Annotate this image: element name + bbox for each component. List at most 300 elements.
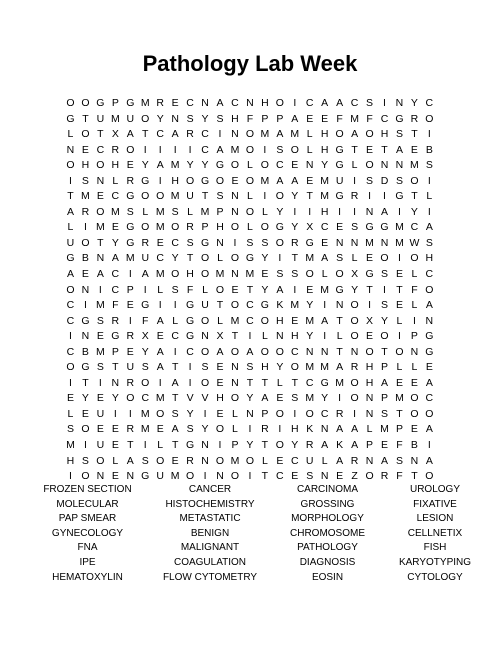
grid-letter: N: [365, 205, 374, 218]
grid-letter: O: [171, 268, 180, 281]
grid-letter: O: [365, 345, 374, 358]
grid-letter: G: [81, 361, 90, 374]
grid-letter: F: [112, 299, 119, 312]
grid-letter: U: [96, 439, 105, 452]
grid-letter: E: [321, 112, 329, 125]
grid-letter: Y: [201, 112, 209, 125]
grid-letter: O: [410, 252, 419, 265]
grid-letter: I: [233, 236, 237, 249]
grid-letter: B: [81, 345, 89, 358]
grid-letter: N: [350, 236, 359, 249]
grid-letter: F: [411, 283, 418, 296]
grid-letter: T: [336, 345, 343, 358]
grid-letter: O: [230, 159, 240, 172]
grid-letter: L: [276, 376, 283, 389]
grid-letter: C: [246, 299, 254, 312]
grid-letter: P: [276, 112, 284, 125]
grid-letter: N: [246, 97, 254, 109]
grid-letter: E: [96, 423, 104, 436]
grid-letter: G: [186, 299, 195, 312]
grid-letter: I: [128, 314, 132, 327]
grid-row: [63, 422, 437, 438]
grid-letter: E: [126, 299, 134, 312]
grid-letter: S: [425, 159, 433, 172]
grid-letter: A: [276, 128, 284, 141]
grid-row: [63, 143, 437, 159]
grid-letter: S: [380, 407, 388, 420]
grid-letter: G: [200, 236, 210, 249]
grid-letter: G: [245, 252, 254, 265]
grid-letter: L: [246, 221, 253, 234]
grid-letter: N: [246, 407, 254, 420]
grid-letter: G: [66, 112, 75, 125]
grid-letter: Y: [201, 159, 209, 172]
grid-letter: H: [320, 205, 329, 218]
grid-letter: L: [157, 283, 164, 296]
grid-letter: I: [397, 330, 401, 343]
grid-letter: A: [96, 268, 104, 281]
grid-letter: S: [96, 314, 104, 327]
grid-letter: C: [186, 97, 194, 109]
grid-letter: T: [261, 439, 269, 452]
grid-letter: G: [335, 283, 344, 296]
grid-letter: E: [291, 314, 299, 327]
grid-letter: M: [410, 159, 419, 172]
grid-letter: S: [380, 268, 388, 281]
grid-letter: P: [231, 439, 239, 452]
grid-letter: L: [202, 283, 208, 296]
grid-letter: O: [230, 252, 240, 265]
grid-letter: L: [411, 361, 418, 374]
grid-letter: H: [290, 330, 299, 343]
grid-letter: L: [321, 454, 328, 467]
grid-letter: S: [306, 470, 314, 483]
grid-letter: O: [350, 330, 359, 343]
grid-letter: T: [142, 128, 149, 141]
grid-letter: I: [338, 392, 342, 405]
word-list-item: FIXATIVE: [413, 498, 457, 510]
grid-letter: T: [112, 361, 119, 374]
grid-letter: O: [380, 252, 389, 265]
grid-letter: I: [323, 299, 327, 312]
grid-letter: I: [308, 205, 312, 218]
grid-letter: G: [141, 299, 150, 312]
grid-letter: E: [395, 299, 403, 312]
grid-letter: S: [366, 97, 374, 109]
grid-letter: U: [156, 470, 164, 483]
grid-letter: X: [306, 221, 314, 234]
grid-letter: N: [365, 392, 374, 405]
grid-letter: L: [142, 205, 149, 218]
grid-letter: G: [215, 159, 225, 172]
grid-letter: O: [425, 407, 434, 420]
grid-letter: I: [158, 143, 162, 156]
word-list-item: METASTATIC: [179, 513, 241, 525]
grid-letter: Y: [306, 299, 314, 312]
grid-letter: O: [275, 190, 284, 203]
grid-letter: V: [201, 392, 209, 405]
grid-letter: F: [142, 314, 149, 327]
grid-letter: S: [261, 236, 269, 249]
grid-letter: A: [336, 361, 344, 374]
grid-letter: C: [186, 345, 194, 358]
grid-letter: G: [425, 330, 434, 343]
grid-letter: N: [305, 159, 314, 172]
grid-letter: A: [321, 252, 329, 265]
grid-letter: A: [425, 423, 433, 436]
grid-letter: G: [380, 221, 389, 234]
grid-letter: T: [396, 407, 403, 420]
grid-letter: F: [336, 112, 343, 125]
grid-letter: M: [66, 439, 75, 452]
grid-letter: B: [81, 252, 89, 265]
grid-letter: N: [231, 361, 239, 374]
grid-row: [63, 283, 437, 299]
grid-letter: Y: [81, 392, 89, 405]
grid-letter: O: [380, 330, 389, 343]
grid-letter: E: [380, 439, 388, 452]
grid-letter: L: [246, 190, 253, 203]
grid-letter: I: [143, 143, 147, 156]
grid-letter: L: [426, 190, 433, 203]
word-list-item: HEMATOXYLIN: [52, 571, 123, 583]
word-list-item: CANCER: [188, 484, 232, 495]
grid-letter: C: [111, 190, 120, 203]
grid-letter: S: [336, 252, 344, 265]
grid-letter: O: [410, 174, 419, 187]
grid-letter: M: [305, 252, 315, 265]
grid-letter: I: [278, 423, 282, 436]
grid-letter: N: [231, 190, 239, 203]
grid-letter: P: [380, 392, 388, 405]
grid-letter: O: [410, 407, 419, 420]
grid-letter: Y: [321, 392, 329, 405]
grid-letter: Y: [201, 423, 209, 436]
grid-letter: M: [200, 205, 210, 218]
word-list-item: HISTOCHEMISTRY: [165, 498, 255, 510]
grid-letter: O: [275, 407, 284, 420]
grid-letter: A: [276, 283, 284, 296]
grid-letter: O: [260, 159, 269, 172]
grid-letter: I: [98, 376, 102, 389]
grid-letter: O: [126, 143, 135, 156]
grid-letter: O: [335, 268, 344, 281]
grid-letter: A: [66, 205, 74, 218]
grid-letter: E: [395, 268, 403, 281]
grid-letter: R: [141, 236, 150, 249]
grid-letter: I: [113, 407, 117, 420]
word-list-item: KARYOTYPING: [398, 556, 472, 568]
grid-letter: O: [275, 439, 284, 452]
grid-letter: G: [260, 299, 269, 312]
grid-letter: R: [111, 314, 120, 327]
grid-letter: R: [126, 174, 135, 187]
grid-letter: A: [351, 423, 359, 436]
grid-letter: L: [336, 330, 343, 343]
grid-letter: N: [231, 128, 239, 141]
grid-row: [63, 189, 437, 205]
grid-letter: G: [186, 314, 195, 327]
word-list-item: CHROMOSOME: [290, 527, 365, 539]
grid-letter: T: [186, 252, 194, 265]
grid-letter: C: [66, 345, 75, 358]
grid-letter: T: [381, 345, 388, 358]
grid-letter: I: [128, 268, 132, 281]
grid-letter: I: [188, 143, 192, 156]
grid-letter: U: [126, 361, 135, 374]
grid-letter: Y: [261, 283, 269, 296]
grid-letter: C: [320, 407, 329, 420]
grid-letter: A: [66, 268, 74, 281]
grid-letter: O: [275, 345, 284, 358]
grid-letter: I: [69, 330, 72, 343]
grid-letter: O: [245, 143, 254, 156]
grid-letter: I: [143, 439, 147, 452]
grid-letter: M: [110, 112, 120, 125]
grid-letter: T: [97, 128, 104, 141]
grid-letter: O: [365, 470, 374, 483]
grid-letter: G: [335, 159, 344, 172]
grid-letter: M: [395, 236, 404, 249]
grid-letter: G: [126, 236, 135, 249]
grid-letter: S: [186, 423, 194, 436]
grid-letter: K: [276, 299, 284, 312]
grid-letter: S: [291, 268, 299, 281]
grid-letter: Y: [351, 283, 359, 296]
grid-letter: G: [320, 376, 329, 389]
grid-letter: Y: [306, 330, 314, 343]
grid-letter: C: [111, 268, 120, 281]
word-list-item: COAGULATION: [173, 556, 247, 568]
grid-letter: G: [395, 190, 404, 203]
grid-row: [63, 174, 437, 190]
grid-letter: G: [111, 330, 120, 343]
grid-letter: I: [412, 314, 416, 327]
grid-letter: G: [395, 112, 404, 125]
grid-letter: I: [353, 407, 357, 420]
grid-letter: R: [380, 470, 389, 483]
grid-letter: L: [157, 439, 164, 452]
grid-letter: T: [171, 392, 179, 405]
grid-letter: M: [260, 174, 270, 187]
grid-letter: A: [111, 252, 119, 265]
grid-letter: C: [290, 345, 299, 358]
grid-letter: S: [81, 454, 89, 467]
grid-letter: A: [216, 345, 224, 358]
grid-letter: M: [305, 314, 315, 327]
grid-letter: T: [231, 330, 239, 343]
grid-letter: A: [276, 174, 284, 187]
grid-letter: A: [291, 174, 299, 187]
grid-letter: O: [215, 283, 225, 296]
grid-letter: O: [200, 268, 210, 281]
grid-letter: A: [216, 97, 224, 109]
grid-letter: O: [335, 128, 344, 141]
grid-letter: M: [395, 392, 404, 405]
grid-letter: I: [263, 190, 267, 203]
grid-letter: G: [275, 221, 284, 234]
grid-letter: O: [425, 283, 434, 296]
grid-letter: I: [158, 376, 162, 389]
grid-letter: I: [248, 470, 252, 483]
grid-letter: L: [306, 143, 313, 156]
grid-letter: S: [96, 361, 104, 374]
grid-letter: Y: [141, 159, 149, 172]
grid-letter: E: [366, 252, 374, 265]
grid-letter: G: [425, 345, 434, 358]
grid-letter: C: [320, 221, 329, 234]
grid-letter: A: [126, 454, 134, 467]
grid-letter: L: [172, 314, 179, 327]
grid-letter: U: [305, 454, 314, 467]
grid-letter: A: [380, 376, 388, 389]
grid-letter: I: [248, 330, 252, 343]
grid-letter: A: [291, 112, 299, 125]
grid-letter: A: [171, 128, 179, 141]
grid-letter: E: [111, 423, 119, 436]
grid-letter: T: [97, 236, 104, 249]
grid-letter: B: [425, 143, 433, 156]
grid-letter: O: [81, 97, 90, 109]
grid-letter: I: [69, 376, 72, 389]
grid-letter: L: [321, 268, 328, 281]
grid-letter: L: [232, 423, 238, 436]
grid-letter: F: [186, 283, 194, 296]
grid-letter: O: [275, 97, 284, 109]
grid-letter: M: [320, 283, 330, 296]
grid-letter: N: [216, 470, 224, 483]
grid-letter: M: [290, 299, 300, 312]
grid-letter: R: [350, 361, 359, 374]
grid-letter: Y: [261, 252, 269, 265]
grid-letter: N: [231, 268, 239, 281]
grid-letter: T: [366, 283, 373, 296]
grid-letter: R: [305, 439, 314, 452]
grid-letter: E: [291, 470, 299, 483]
grid-letter: I: [293, 407, 297, 420]
grid-letter: T: [411, 128, 418, 141]
grid-letter: P: [261, 407, 269, 420]
grid-letter: S: [380, 299, 388, 312]
grid-letter: I: [368, 190, 371, 203]
grid-letter: G: [81, 314, 90, 327]
grid-letter: O: [365, 159, 374, 172]
grid-letter: M: [125, 252, 135, 265]
grid-row: [63, 454, 437, 470]
grid-letter: S: [66, 423, 74, 436]
grid-row: [63, 220, 437, 236]
grid-letter: I: [427, 128, 431, 141]
grid-letter: H: [81, 159, 90, 172]
grid-letter: I: [248, 423, 252, 436]
grid-letter: E: [111, 221, 119, 234]
grid-letter: A: [380, 205, 388, 218]
grid-letter: S: [141, 361, 149, 374]
grid-letter: H: [276, 314, 284, 327]
grid-letter: N: [410, 454, 419, 467]
grid-letter: N: [410, 345, 419, 358]
grid-letter: H: [111, 159, 120, 172]
grid-letter: H: [425, 252, 434, 265]
grid-letter: Y: [291, 439, 299, 452]
grid-letter: S: [425, 236, 433, 249]
grid-letter: Y: [156, 112, 164, 125]
grid-letter: N: [320, 423, 329, 436]
grid-letter: A: [395, 143, 403, 156]
grid-letter: L: [411, 268, 418, 281]
grid-letter: N: [201, 330, 209, 343]
grid-letter: O: [230, 392, 240, 405]
grid-letter: Y: [276, 205, 284, 218]
grid-letter: P: [111, 345, 119, 358]
grid-letter: X: [111, 128, 119, 141]
grid-letter: C: [425, 392, 434, 405]
grid-letter: E: [291, 159, 299, 172]
grid-letter: O: [395, 345, 404, 358]
grid-letter: A: [425, 376, 433, 389]
grid-letter: N: [305, 345, 314, 358]
grid-letter: C: [305, 376, 314, 389]
grid-letter: N: [81, 330, 90, 343]
grid-letter: A: [156, 159, 164, 172]
grid-letter: S: [366, 174, 374, 187]
grid-letter: N: [380, 236, 389, 249]
grid-letter: O: [350, 299, 359, 312]
grid-letter: Y: [111, 392, 119, 405]
grid-letter: Y: [321, 159, 329, 172]
grid-letter: T: [291, 252, 298, 265]
grid-letter: O: [126, 392, 135, 405]
grid-letter: H: [171, 174, 179, 187]
grid-letter: U: [335, 174, 344, 187]
grid-letter: M: [170, 159, 180, 172]
grid-letter: S: [81, 174, 89, 187]
grid-row: [63, 298, 437, 314]
grid-letter: L: [261, 205, 268, 218]
grid-letter: O: [425, 112, 434, 125]
grid-letter: E: [366, 143, 374, 156]
grid-letter: O: [260, 345, 269, 358]
grid-letter: L: [217, 314, 223, 327]
grid-letter: G: [200, 174, 210, 187]
grid-row: [63, 267, 437, 283]
word-list-item: PATHOLOGY: [297, 542, 358, 554]
grid-letter: C: [246, 314, 254, 327]
grid-letter: V: [186, 392, 194, 405]
word-list-item: PAP SMEAR: [58, 513, 117, 525]
grid-letter: B: [410, 439, 418, 452]
grid-row: [63, 345, 437, 361]
grid-letter: N: [320, 470, 329, 483]
grid-letter: E: [111, 470, 119, 483]
grid-letter: E: [336, 470, 344, 483]
grid-letter: E: [410, 376, 418, 389]
grid-letter: Y: [171, 252, 179, 265]
grid-letter: H: [365, 376, 374, 389]
grid-letter: I: [83, 299, 87, 312]
grid-letter: R: [186, 128, 194, 141]
grid-letter: R: [290, 236, 299, 249]
grid-letter: N: [96, 174, 105, 187]
grid-letter: L: [396, 361, 403, 374]
grid-letter: O: [245, 454, 254, 467]
grid-letter: T: [82, 376, 89, 389]
grid-letter: M: [230, 314, 240, 327]
word-list-item: GYNECOLOGY: [51, 527, 124, 539]
grid-letter: O: [410, 392, 419, 405]
grid-letter: E: [156, 330, 164, 343]
grid-letter: E: [81, 268, 89, 281]
